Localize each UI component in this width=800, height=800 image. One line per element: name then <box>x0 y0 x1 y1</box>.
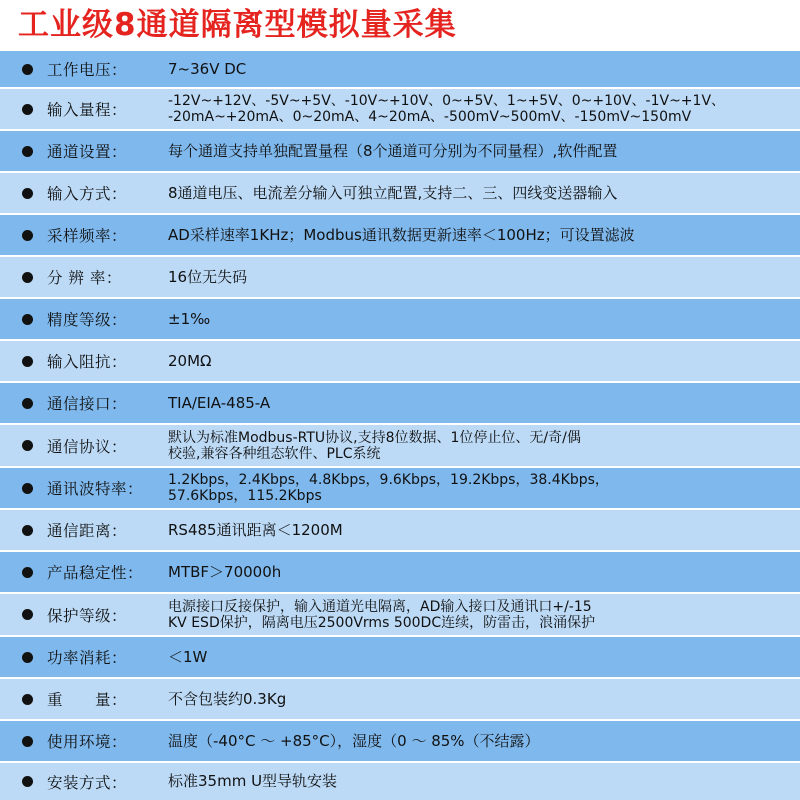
spec-value: 16位无失码 <box>168 267 248 286</box>
bullet-icon <box>22 356 33 367</box>
bullet-icon <box>22 440 33 451</box>
bullet-icon <box>22 567 33 578</box>
spec-row <box>0 593 800 635</box>
spec-label <box>0 637 168 677</box>
spec-value: 不含包装约0.3Kg <box>168 689 287 708</box>
spec-label-text: 通道设置： <box>47 143 128 161</box>
spec-label <box>0 468 168 508</box>
spec-row <box>0 551 800 592</box>
bullet-icon <box>22 736 33 747</box>
bullet-icon <box>22 694 33 705</box>
spec-label-text: 输入方式： <box>47 185 128 203</box>
spec-row <box>0 214 800 255</box>
bullet-icon <box>22 314 33 325</box>
spec-row <box>0 256 800 297</box>
spec-row <box>0 50 800 87</box>
spec-label <box>0 594 168 635</box>
bullet-icon <box>22 609 33 620</box>
spec-label-text: 通信距离： <box>47 522 128 540</box>
bullet-icon <box>22 272 33 283</box>
spec-label <box>0 215 168 255</box>
spec-value: 8通道电压、电流差分输入可独立配置,支持二、三、四线变送器输入 <box>168 183 618 202</box>
spec-row <box>0 467 800 508</box>
spec-row <box>0 509 800 550</box>
spec-row <box>0 720 800 761</box>
spec-row <box>0 340 800 381</box>
spec-label <box>0 721 168 761</box>
spec-label-text: 工作电压： <box>47 61 128 79</box>
spec-label <box>0 89 168 129</box>
bullet-icon <box>22 776 33 787</box>
spec-label <box>0 51 168 87</box>
spec-value: 温度（-40°C ～ +85°C），湿度（0 ～ 85%（不结露） <box>168 731 540 750</box>
spec-label <box>0 552 168 592</box>
spec-value: 20MΩ <box>168 351 212 370</box>
bullet-icon <box>22 525 33 536</box>
spec-row <box>0 424 800 466</box>
spec-value: MTBF＞70000h <box>168 562 282 581</box>
spec-label <box>0 173 168 213</box>
spec-value: 1.2Kbps，2.4Kbps，4.8Kbps，9.6Kbps，19.2Kbps，38.4Kbps， 57.6Kbps，115.2Kbps <box>168 472 609 504</box>
spec-value: 7~36V DC <box>168 59 247 78</box>
spec-value: 每个通道支持单独配置量程（8个通道可分别为不同量程）,软件配置 <box>168 141 618 160</box>
spec-label-text: 功率消耗： <box>47 649 128 667</box>
spec-label-text: 通信协议： <box>47 437 128 456</box>
spec-label-text: 分 辨 率： <box>47 269 122 287</box>
bullet-icon <box>22 146 33 157</box>
spec-row <box>0 636 800 677</box>
spec-label-text: 输入量程： <box>47 101 128 119</box>
spec-row <box>0 298 800 339</box>
spec-value: TIA/EIA-485-A <box>168 393 271 412</box>
spec-label <box>0 299 168 339</box>
bullet-icon <box>22 104 33 115</box>
spec-row <box>0 382 800 423</box>
spec-label-text: 采样频率： <box>47 227 128 245</box>
spec-row <box>0 130 800 171</box>
bullet-icon <box>22 64 33 75</box>
spec-label-text: 通讯波特率： <box>47 480 144 498</box>
spec-label-text: 使用环境： <box>47 733 128 751</box>
bullet-icon <box>22 398 33 409</box>
spec-label-text: 输入阻抗： <box>47 353 128 371</box>
spec-row <box>0 172 800 213</box>
spec-label <box>0 763 168 800</box>
spec-value: 默认为标准Modbus-RTU协议,支持8位数据、1位停止位、无/奇/偶 校验,兼容各种组态软件、PLC系统 <box>168 429 581 462</box>
spec-value: RS485通讯距离＜1200M <box>168 520 343 539</box>
spec-label-text: 重 量： <box>47 691 128 709</box>
spec-label-text: 精度等级： <box>47 311 128 329</box>
bullet-icon <box>22 230 33 241</box>
spec-label <box>0 425 168 466</box>
bullet-icon <box>22 652 33 663</box>
page-title: 工业级8通道隔离型模拟量采集 <box>18 7 457 43</box>
spec-value: 电源接口反接保护，输入通道光电隔离，AD输入接口及通讯口+/-15 KV ESD保护，隔离电压2500Vrms 500DC连续，防雷击，浪涌保护 <box>168 598 596 631</box>
spec-label <box>0 679 168 719</box>
bullet-icon <box>22 188 33 199</box>
spec-row <box>0 678 800 719</box>
spec-label <box>0 131 168 171</box>
spec-value: -12V~+12V、-5V~+5V、-10V~+10V、0~+5V、1~+5V、0~+10V、-1V~+1V、 -20mA~+20mA、0~20mA、4~20mA、-500mV~500mV、-150mV~150mV <box>168 93 726 125</box>
spec-row <box>0 88 800 129</box>
spec-label <box>0 383 168 423</box>
spec-label <box>0 341 168 381</box>
spec-label-text: 产品稳定性： <box>47 564 144 582</box>
spec-value: AD采样速率1KHz；Modbus通讯数据更新速率＜100Hz；可设置滤波 <box>168 225 635 244</box>
spec-label-text: 安装方式： <box>47 773 128 792</box>
bullet-icon <box>22 483 33 494</box>
spec-row <box>0 762 800 800</box>
spec-label <box>0 257 168 297</box>
spec-label-text: 通信接口： <box>47 395 128 413</box>
spec-value: 标准35mm U型导轨安装 <box>168 772 338 790</box>
spec-value: ±1‰ <box>168 309 211 328</box>
spec-value: ＜1W <box>168 647 208 666</box>
spec-label-text: 保护等级： <box>47 606 128 625</box>
spec-label <box>0 510 168 550</box>
